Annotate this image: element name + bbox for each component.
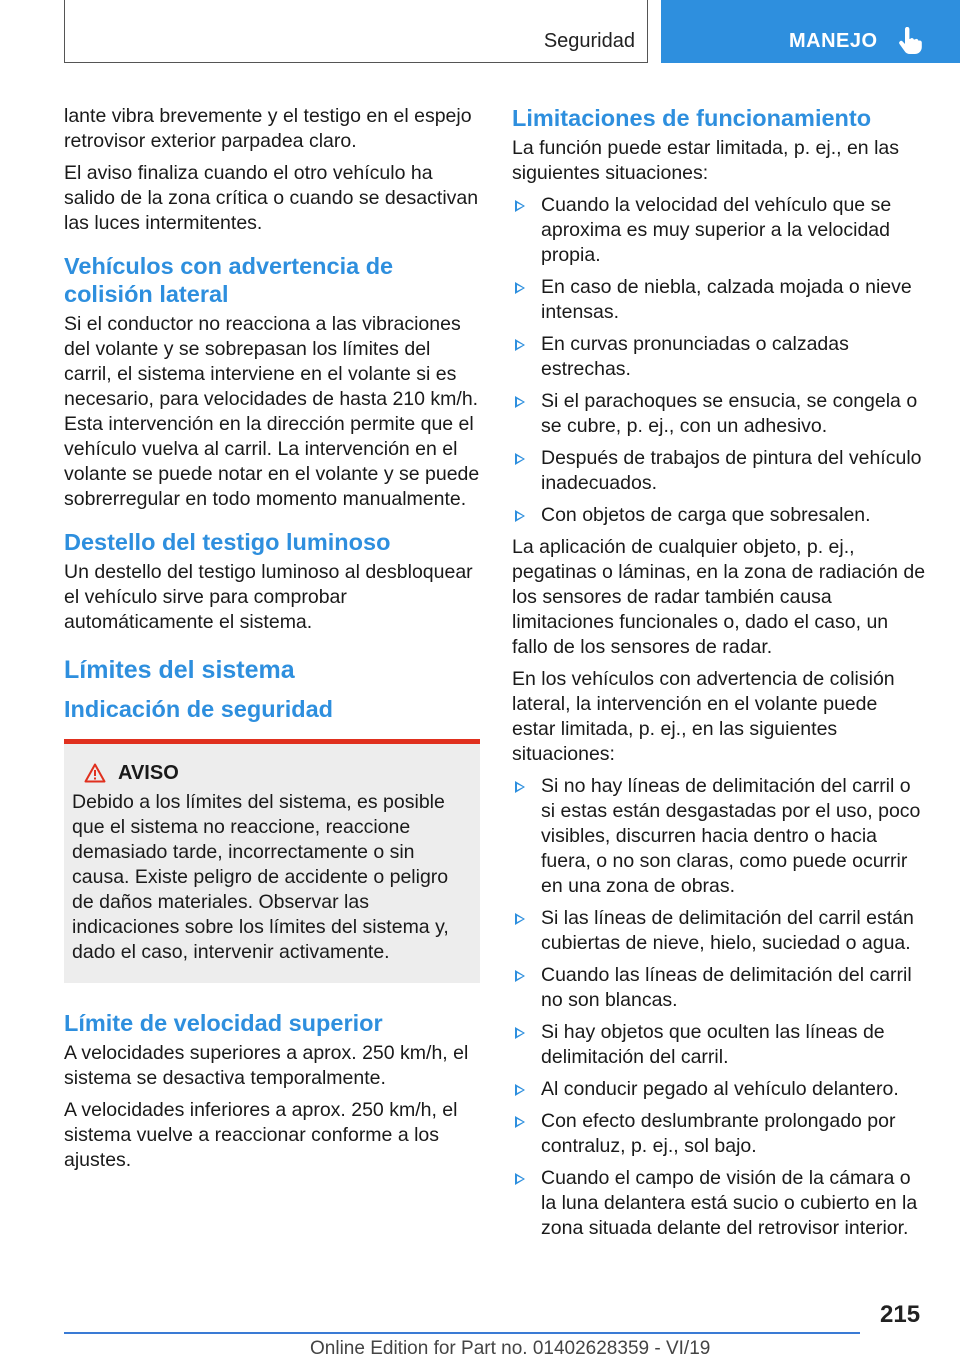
paragraph: lante vibra brevemente y el testigo en el espejo retrovisor exterior parpadea claro. (64, 105, 472, 152)
paragraph: A velocidades inferiores a aprox. 250 km/h, el sistema vuelve a reaccionar conforme a los ajustes. (64, 1099, 458, 1171)
hand-pointer-icon (896, 27, 922, 55)
paragraph: Un destello del testigo luminoso al desbloquear el vehículo sirve para comprobar automáticamente el sistema. (64, 561, 473, 633)
list-item: Si no hay líneas de delimitación del carril o si estas están desgastadas por el uso, poco visibles, discurren hacia dentro o hacia fuera, o no son claras, como puede ocurrir en una zona de obras. (512, 774, 926, 899)
bullet-triangle-icon (515, 200, 525, 212)
bullet-triangle-icon (515, 1173, 525, 1185)
list-item: Si las líneas de delimitación del carril están cubiertas de nieve, hielo, suciedad o agua. (512, 906, 926, 956)
heading-safety: Indicación de seguridad (64, 696, 333, 722)
list-item: En caso de niebla, calzada mojada o nieve intensas. (512, 275, 926, 325)
bullet-triangle-icon (515, 1084, 525, 1096)
bullet-triangle-icon (515, 913, 525, 925)
paragraph: La función puede estar limitada, p. ej., en las siguientes situaciones: (512, 137, 899, 184)
list-item: Con objetos de carga que sobresalen. (512, 503, 926, 528)
paragraph: La aplicación de cualquier objeto, p. ej., pegatinas o láminas, en la zona de radiación de los sensores de radar también causa limitaciones funcionales o, dado el caso, un fallo de los sensores de radar. (512, 536, 926, 658)
list-item: En curvas pronunciadas o calzadas estrechas. (512, 332, 926, 382)
limitations-list (512, 193, 926, 528)
chapter-tab-label: MANEJO (789, 30, 878, 52)
paragraph: En los vehículos con advertencia de colisión lateral, la intervención en el volante puede estar limitada, p. ej., en las siguientes situaciones: (512, 668, 895, 765)
warning-text: Debido a los límites del sistema, es posible que el sistema no reaccione, reaccione demasiado tarde, incorrectamente o sin causa. Existe peligro de accidente o peligro de daños materiales. Observar las indicaciones sobre los límites del sistema y, dado el caso, intervenir activamente. (72, 791, 449, 963)
warning-header (72, 760, 472, 786)
heading-collision: Vehículos con advertencia de colisión lateral (64, 253, 394, 307)
list-item: Cuando el campo de visión de la cámara o la luna delantera está sucio o cubierto en la zona situada delante del retrovisor interior. (512, 1166, 926, 1241)
steering-limitations-list (512, 774, 926, 1241)
edition-footer: Online Edition for Part no. 01402628359 - VI/19 (310, 1338, 711, 1359)
list-item: Después de trabajos de pintura del vehículo inadecuados. (512, 446, 926, 496)
section-title: Seguridad (543, 30, 635, 52)
paragraph: El aviso finaliza cuando el otro vehículo ha salido de la zona crítica o cuando se desactivan las luces intermitentes. (64, 162, 479, 234)
list-item: Si el parachoques se ensucia, se congela o se cubre, p. ej., con un adhesivo. (512, 389, 926, 439)
bullet-triangle-icon (515, 396, 525, 408)
warning-title: AVISO (118, 761, 179, 784)
heading-functional-limits: Limitaciones de funcionamiento (512, 105, 872, 131)
left-column (64, 104, 480, 1180)
bullet-triangle-icon (515, 339, 525, 351)
paragraph: Si el conductor no reacciona a las vibraciones del volante y se sobrepasan los límites del carril, el sistema interviene en el volante si es necesario, para velocidades de hasta 210 km/h. Esta intervención en la dirección permite que el vehículo vuelva al carril. La intervención en el volante se puede notar en el volante y se puede sobrerregular en todo momento manualmente. (64, 313, 480, 510)
heading-flash: Destello del testigo luminoso (64, 529, 391, 555)
bullet-triangle-icon (515, 1116, 525, 1128)
list-item: Al conducir pegado al vehículo delantero. (512, 1077, 926, 1102)
paragraph: A velocidades superiores a aprox. 250 km/h, el sistema se desactiva temporalmente. (64, 1042, 469, 1089)
bullet-triangle-icon (515, 282, 525, 294)
bullet-triangle-icon (515, 970, 525, 982)
bullet-triangle-icon (515, 781, 525, 793)
heading-system-limits: Límites del sistema (64, 656, 295, 684)
bullet-triangle-icon (515, 1027, 525, 1039)
list-item: Si hay objetos que oculten las líneas de delimitación del carril. (512, 1020, 926, 1070)
warning-triangle-icon (84, 763, 106, 783)
heading-speed-limit: Límite de velocidad superior (64, 1010, 383, 1036)
header-section-box (64, 0, 648, 63)
list-item: Cuando las líneas de delimitación del carril no son blancas. (512, 963, 926, 1013)
list-item: Con efecto deslumbrante prolongado por contraluz, p. ej., sol bajo. (512, 1109, 926, 1159)
footer-divider (64, 1332, 860, 1334)
right-column (512, 104, 926, 1248)
bullet-triangle-icon (515, 453, 525, 465)
page-number: 215 (880, 1301, 921, 1328)
bullet-triangle-icon (515, 510, 525, 522)
warning-box (64, 739, 480, 983)
list-item: Cuando la velocidad del vehículo que se aproxima es muy superior a la velocidad propia. (512, 193, 926, 268)
